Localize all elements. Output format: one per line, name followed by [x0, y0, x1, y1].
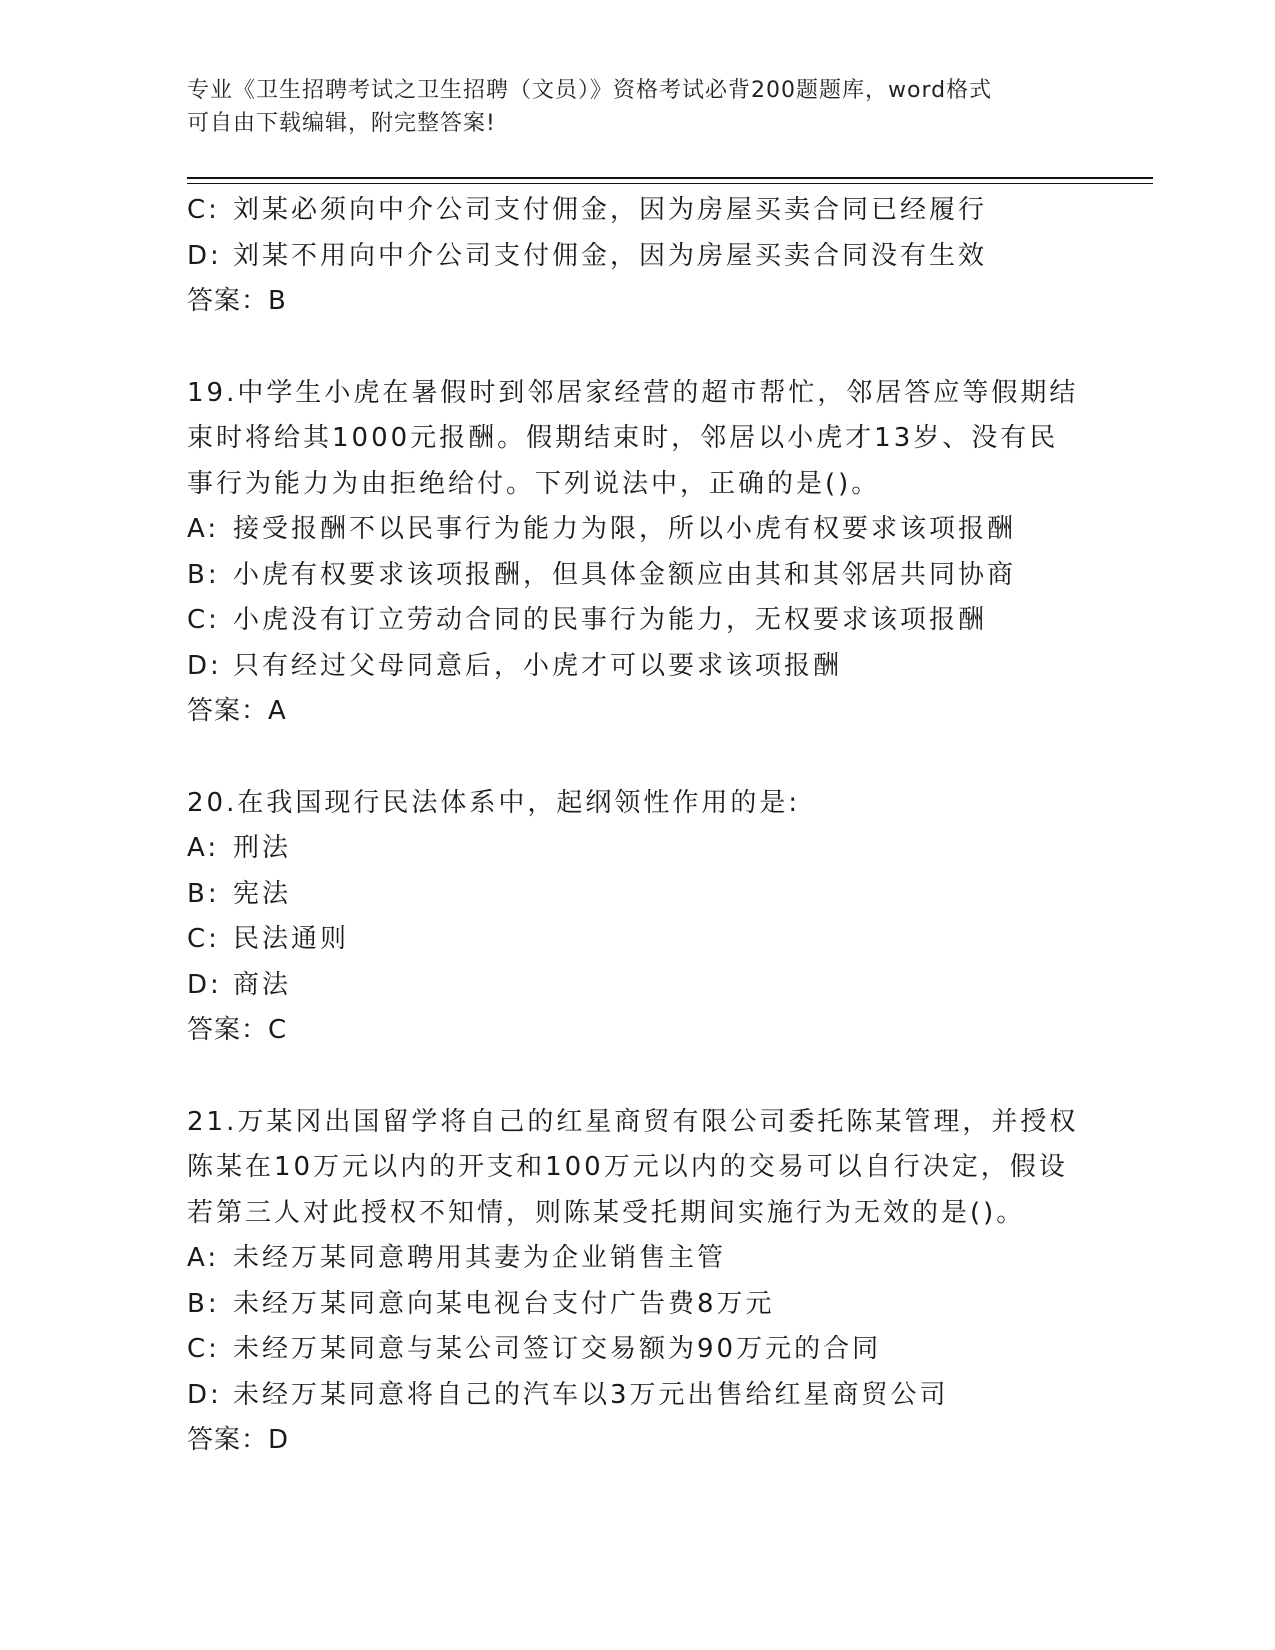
option-text: 商法 [233, 969, 292, 1000]
option-c [187, 598, 1087, 644]
option-letter: B: [187, 878, 220, 909]
question-stem-line: 事行为能力为由拒绝给付。下列说法中，正确的是()。 [187, 468, 881, 499]
header-rule-thin [187, 183, 1153, 184]
question-gap [187, 1054, 1087, 1100]
option-b [187, 553, 1087, 599]
option-letter: D: [187, 240, 222, 271]
option-text: 未经万某同意向某电视台支付广告费8万元 [233, 1288, 775, 1319]
option-letter: A: [187, 514, 220, 544]
option-text: 民法通则 [233, 924, 350, 954]
option-text: 接受报酬不以民事行为能力为限，所以小虎有权要求该项报酬 [233, 514, 1017, 544]
document-header [187, 74, 1087, 140]
question-20 [187, 781, 1087, 1054]
question-stem-line: 若第三人对此授权不知情，则陈某受托期间实施行为无效的是()。 [187, 1197, 1026, 1228]
option-c [187, 917, 1087, 963]
option-text: 只有经过父母同意后，小虎才可以要求该项报酬 [233, 650, 843, 681]
header-rule-thick [187, 177, 1153, 179]
question-stem-line: 陈某在10万元以内的开支和100万元以内的交易可以自行决定，假设 [187, 1152, 1068, 1182]
option-c [187, 1327, 1087, 1373]
answer-line: 答案：B [187, 286, 287, 316]
question-gap [187, 325, 1087, 371]
question-stem-line: 19.中学生小虎在暑假时到邻居家经营的超市帮忙，邻居答应等假期结 [187, 377, 1079, 408]
option-b [187, 872, 1087, 918]
option-d [187, 1373, 1087, 1419]
option-text: 小虎有权要求该项报酬，但具体金额应由其和其邻居共同协商 [233, 559, 1017, 590]
option-text: 未经万某同意将自己的汽车以3万元出售给红星商贸公司 [233, 1379, 949, 1410]
answer-line: 答案：A [187, 696, 287, 726]
option-text: 刑法 [233, 833, 292, 863]
question-18-continuation [187, 188, 1087, 325]
question-gap [187, 735, 1087, 781]
option-letter: A: [187, 1243, 220, 1273]
option-text: 未经万某同意与某公司签订交易额为90万元的合同 [233, 1334, 882, 1364]
option-text: 未经万某同意聘用其妻为企业销售主管 [233, 1243, 727, 1273]
question-21 [187, 1100, 1087, 1464]
option-letter: D: [187, 1379, 222, 1410]
question-stem-line: 20.在我国现行民法体系中，起纲领性作用的是: [187, 787, 801, 818]
option-letter: C: [187, 195, 220, 225]
option-letter: A: [187, 833, 220, 863]
option-c [187, 188, 1087, 234]
option-d [187, 644, 1087, 690]
question-stem-line: 21.万某冈出国留学将自己的红星商贸有限公司委托陈某管理，并授权 [187, 1106, 1079, 1137]
option-text: 宪法 [233, 878, 292, 909]
header-line-1: 专业《卫生招聘考试之卫生招聘（文员）》资格考试必背200题题库，word格式 [187, 78, 993, 103]
option-a [187, 1236, 1087, 1282]
option-letter: D: [187, 650, 222, 681]
question-stem-line: 束时将给其1000元报酬。假期结束时，邻居以小虎才13岁、没有民 [187, 423, 1059, 453]
question-19 [187, 371, 1087, 735]
option-b [187, 1282, 1087, 1328]
answer-line: 答案：C [187, 1015, 288, 1045]
option-text: 刘某必须向中介公司支付佣金，因为房屋买卖合同已经履行 [233, 195, 988, 225]
option-letter: D: [187, 969, 222, 1000]
option-text: 小虎没有订立劳动合同的民事行为能力，无权要求该项报酬 [233, 605, 988, 635]
option-a [187, 826, 1087, 872]
document-body [187, 188, 1087, 1464]
option-letter: B: [187, 559, 220, 590]
option-d [187, 234, 1087, 280]
option-text: 刘某不用向中介公司支付佣金，因为房屋买卖合同没有生效 [233, 240, 988, 271]
option-letter: C: [187, 605, 220, 635]
answer-line: 答案：D [187, 1425, 290, 1455]
option-a [187, 507, 1087, 553]
header-line-2: 可自由下载编辑，附完整答案! [187, 111, 496, 136]
option-letter: C: [187, 924, 220, 954]
option-letter: B: [187, 1288, 220, 1319]
option-d [187, 963, 1087, 1009]
option-letter: C: [187, 1334, 220, 1364]
